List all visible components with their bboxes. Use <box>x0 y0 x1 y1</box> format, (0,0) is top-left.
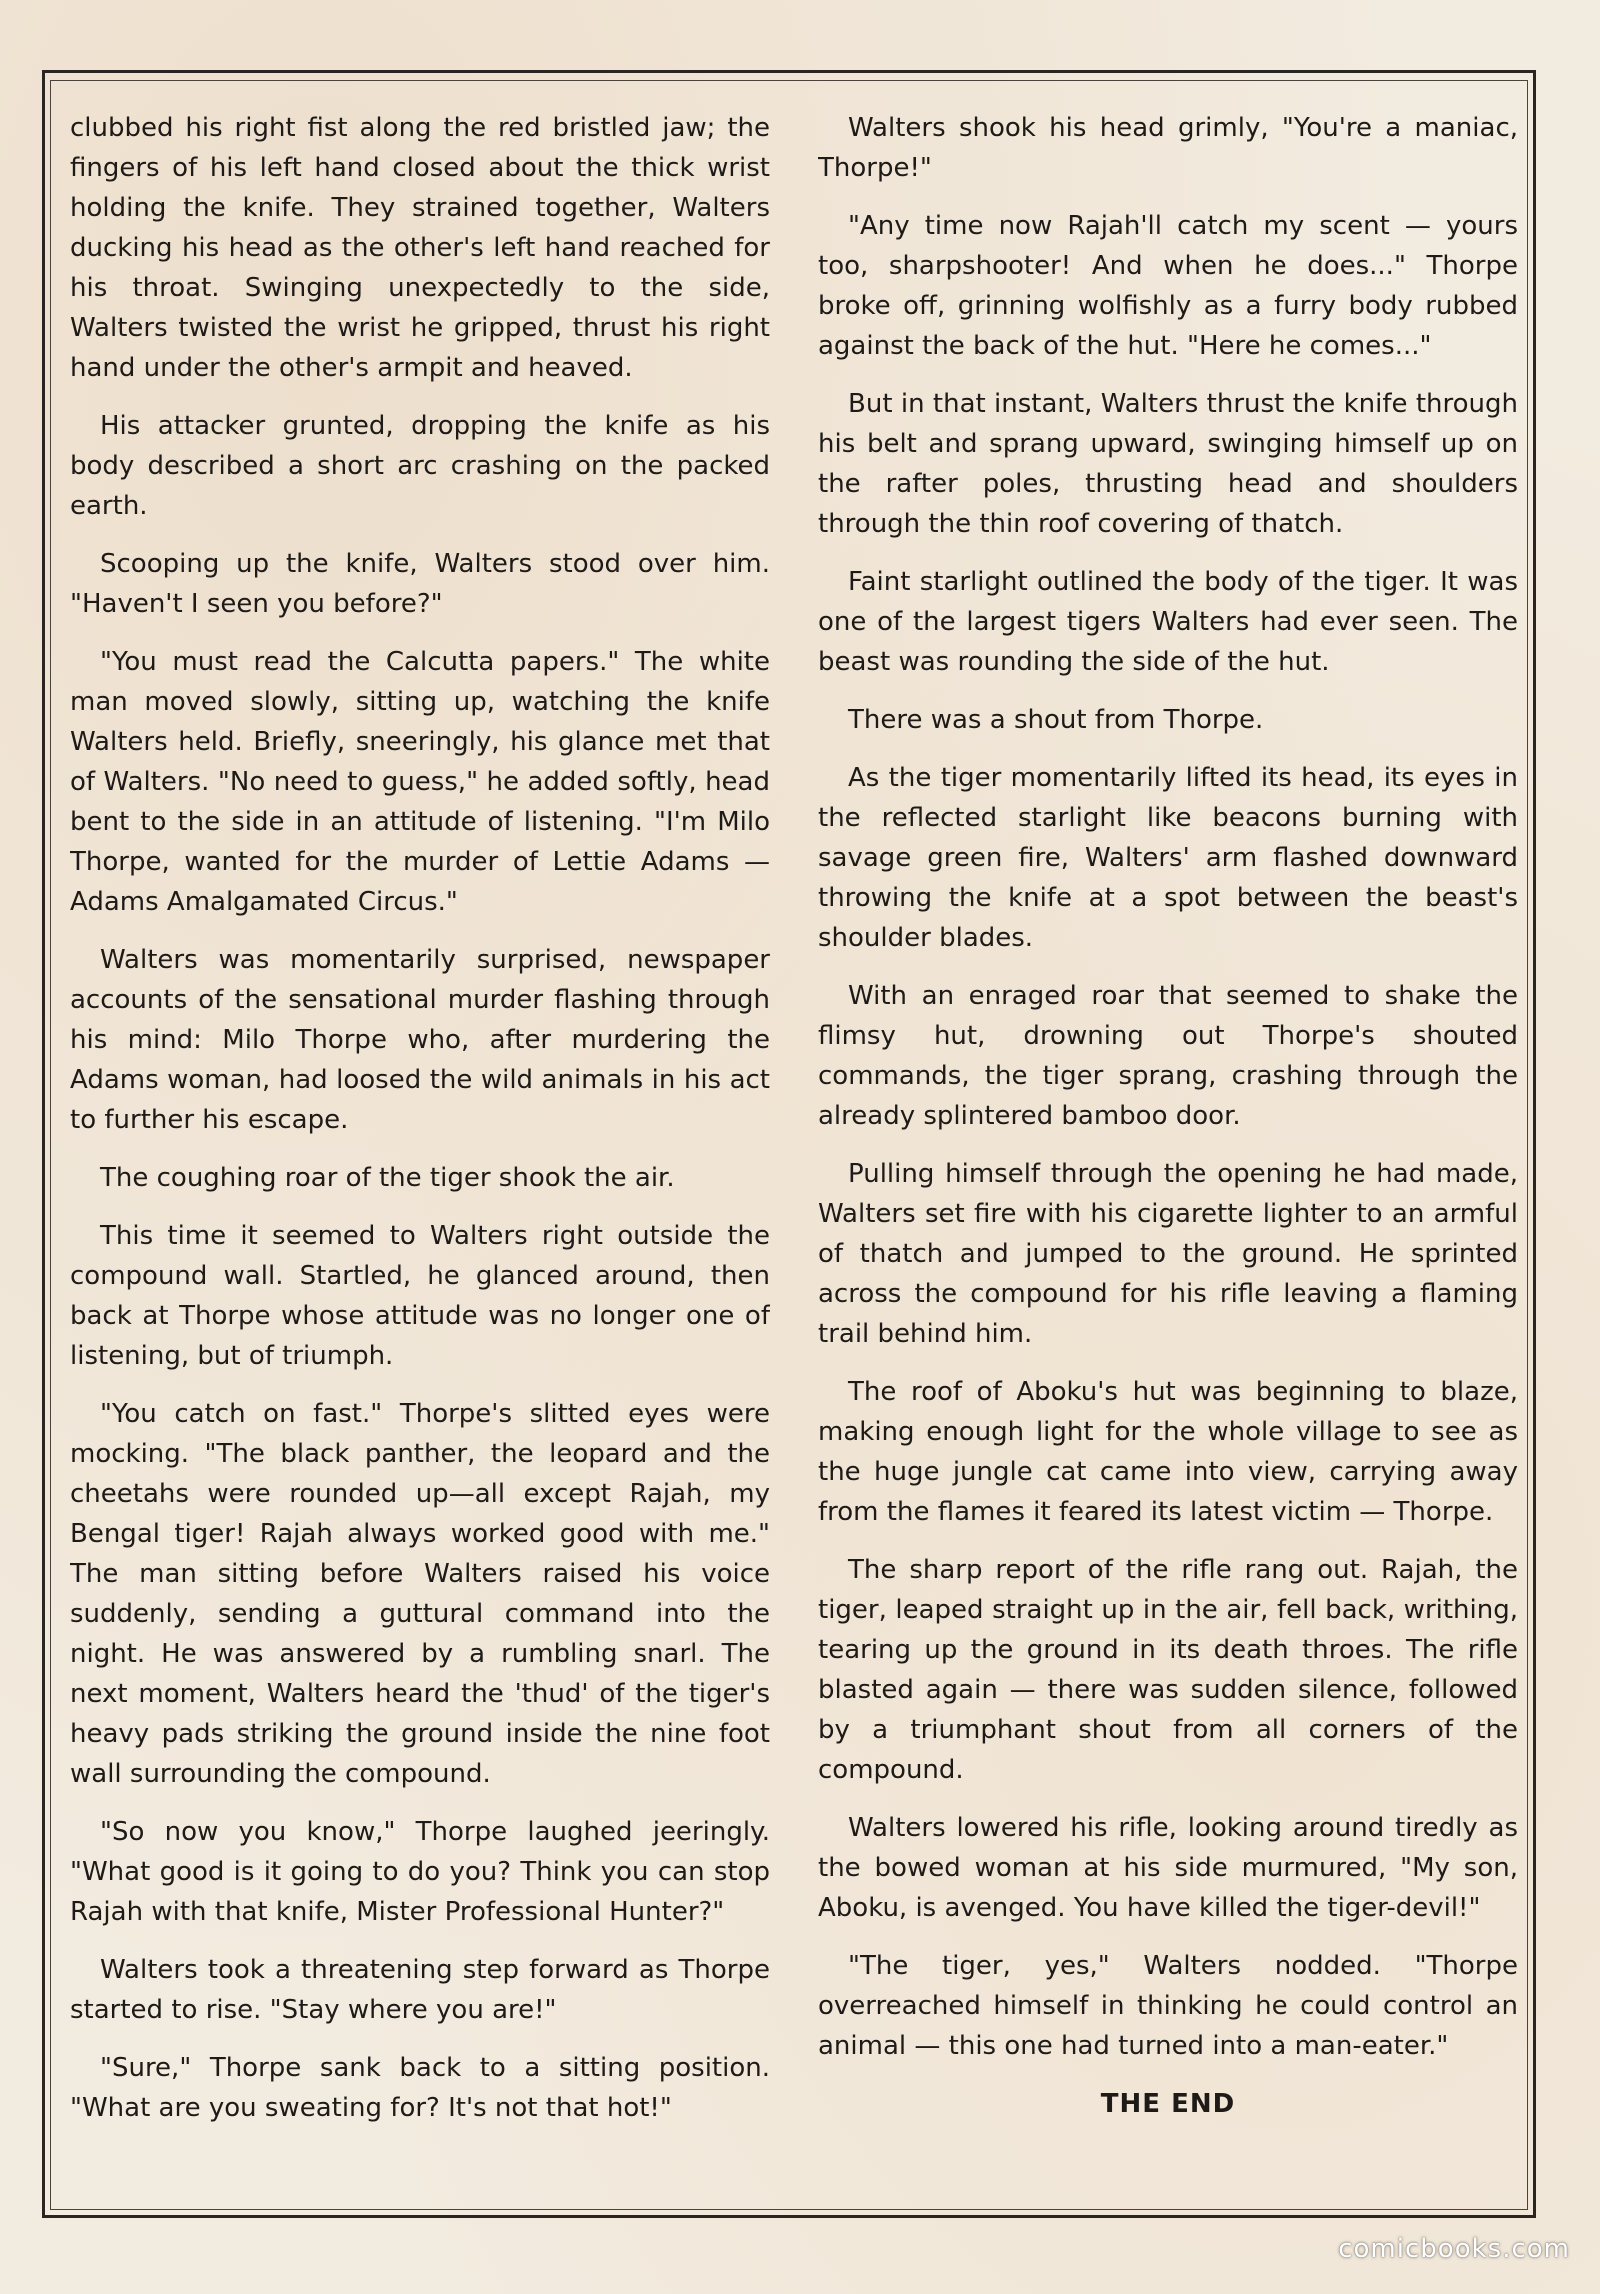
paragraph: Pulling himself through the opening he had made, Walters set fire with his cigarette lighter to an armful of thatch and jumped to the ground. He sprinted across the compound for his rifle leaving a flaming trail behind him. <box>818 1159 1518 1349</box>
paragraph: With an enraged roar that seemed to shake the flimsy hut, drowning out Thorpe's shouted commands, the tiger sprang, crashing through the already splintered bamboo door. <box>818 981 1518 1131</box>
paragraph: The roof of Aboku's hut was beginning to blaze, making enough light for the whole village to see as the huge jungle cat came into view, carrying away from the flames it feared its latest victim — Thorpe. <box>818 1377 1518 1527</box>
paragraph: "So now you know," Thorpe laughed jeeringly. "What good is it going to do you? Think you can stop Rajah with that knife, Mister Professional Hunter?" <box>70 1817 770 1927</box>
paragraph: Walters was momentarily surprised, newspaper accounts of the sensational murder flashing through his mind: Milo Thorpe who, after murdering the Adams woman, had loosed the wild animals in his act to further his escape. <box>70 945 770 1135</box>
paragraph: Walters took a threatening step forward as Thorpe started to rise. "Stay where you are!" <box>70 1955 770 2025</box>
right-text-column <box>818 108 1518 2168</box>
paragraph: Walters lowered his rifle, looking around tiredly as the bowed woman at his side murmured, "My son, Aboku, is avenged. You have killed the tiger-devil!" <box>818 1813 1518 1923</box>
paragraph: "Any time now Rajah'll catch my scent — yours too, sharpshooter! And when he does..." Thorpe broke off, grinning wolfishly as a furry body rubbed against the back of the hut. "Here he comes..." <box>818 211 1518 361</box>
paragraph: This time it seemed to Walters right outside the compound wall. Startled, he glanced around, then back at Thorpe whose attitude was no longer one of listening, but of triumph. <box>70 1221 770 1371</box>
paragraph: The sharp report of the rifle rang out. Rajah, the tiger, leaped straight up in the air, fell back, writhing, tearing up the ground in its death throes. The rifle blasted again — there was sudden silence, followed by a triumphant shout from all corners of the compound. <box>818 1555 1518 1785</box>
paragraph: "Sure," Thorpe sank back to a sitting position. "What are you sweating for? It's not that hot!" <box>70 2053 770 2123</box>
paragraph: "The tiger, yes," Walters nodded. "Thorpe overreached himself in thinking he could control an animal — this one had turned into a man-eater." <box>818 1951 1518 2061</box>
paragraph: Faint starlight outlined the body of the tiger. It was one of the largest tigers Walters had ever seen. The beast was rounding the side of the hut. <box>818 567 1518 677</box>
paragraph: There was a shout from Thorpe. <box>848 705 1264 735</box>
left-text-column <box>70 108 770 2168</box>
paragraph: Scooping up the knife, Walters stood over him. "Haven't I seen you before?" <box>70 549 770 619</box>
watermark: comicbooks.com <box>1338 2234 1570 2264</box>
paragraph: The coughing roar of the tiger shook the air. <box>100 1163 675 1193</box>
paragraph: "You catch on fast." Thorpe's slitted eyes were mocking. "The black panther, the leopard and the cheetahs were rounded up—all except Rajah, my Bengal tiger! Rajah always worked good with me." The man sitting before Walters raised his voice suddenly, sending a guttural command into the night. He was answered by a rumbling snarl. The next moment, Walters heard the 'thud' of the tiger's heavy pads striking the ground inside the nine foot wall surrounding the compound. <box>70 1399 770 1789</box>
paragraph: As the tiger momentarily lifted its head, its eyes in the reflected starlight like beacons burning with savage green fire, Walters' arm flashed downward throwing the knife at a spot between the beast's shoulder blades. <box>818 763 1518 953</box>
paragraph: His attacker grunted, dropping the knife as his body described a short arc crashing on the packed earth. <box>70 411 770 521</box>
paragraph: Walters shook his head grimly, "You're a maniac, Thorpe!" <box>818 113 1518 183</box>
paragraph: clubbed his right fist along the red bristled jaw; the fingers of his left hand closed about the thick wrist holding the knife. They strained together, Walters ducking his head as the other's left hand reached for his throat. Swinging unexpectedly to the side, Walters twisted the wrist he gripped, thrust his right hand under the other's armpit and heaved. <box>70 113 770 383</box>
paragraph: But in that instant, Walters thrust the knife through his belt and sprang upward, swinging himself up on the rafter poles, thrusting head and shoulders through the thin roof covering of thatch. <box>818 389 1518 539</box>
the-end-label: THE END <box>1100 2089 1236 2119</box>
paragraph: "You must read the Calcutta papers." The white man moved slowly, sitting up, watching the knife Walters held. Briefly, sneeringly, his glance met that of Walters. "No need to guess," he added softly, head bent to the side in an attitude of listening. "I'm Milo Thorpe, wanted for the murder of Lettie Adams — Adams Amalgamated Circus." <box>70 647 770 917</box>
